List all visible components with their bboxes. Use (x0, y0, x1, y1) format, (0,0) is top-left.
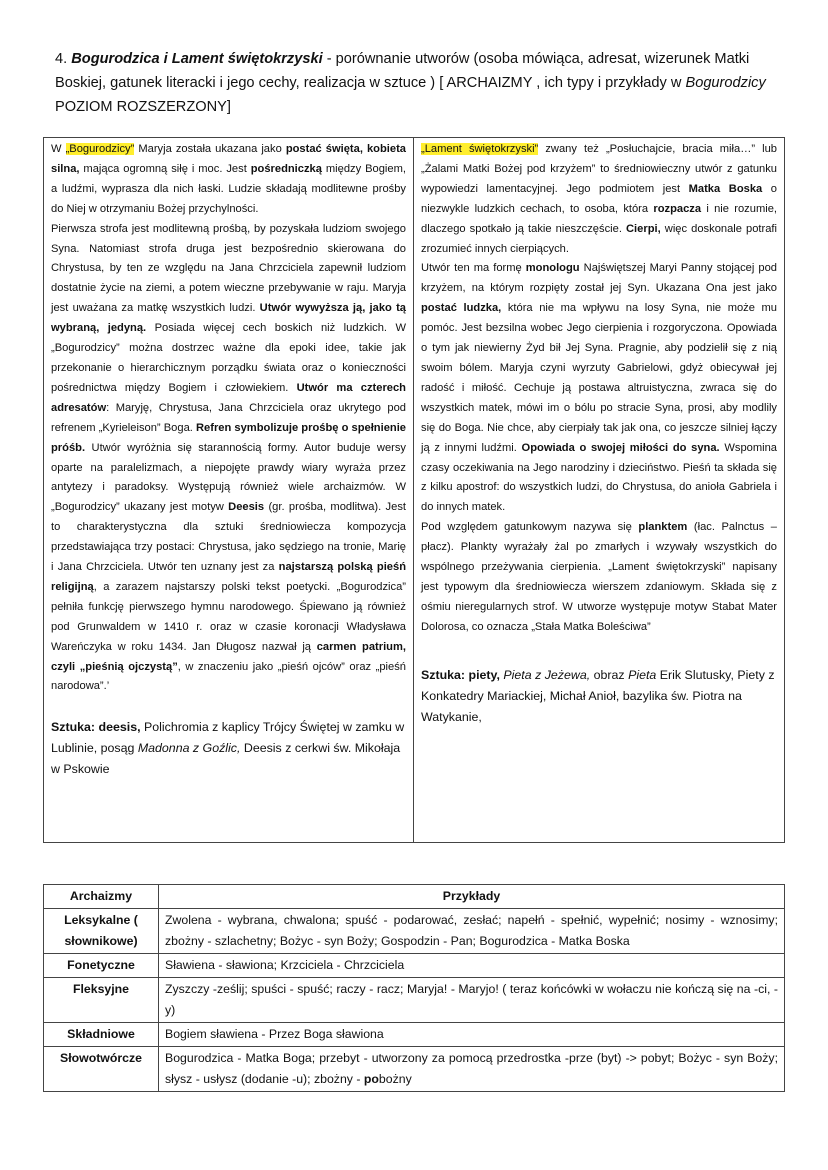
text: Utwór wyróżnia się starannością formy. Autor buduje wersy oparte na paralelizmach, a niepojęte prawdy wiary wyraża przez antytezy i paradoksy. Występują również wiele archaizmów. W „Bogurodzicy” ukazany jest motyw (51, 441, 406, 514)
archaism-type: Słowotwórcze (44, 1047, 159, 1092)
archaism-examples (159, 1047, 785, 1092)
archaism-type: Fleksyjne (44, 978, 159, 1023)
lament-highlight: „Lament świętokrzyski” (421, 143, 539, 155)
archaism-examples: Zyszczy -ześlij; spuści - spuść; raczy - racz; Maryja! - Maryjo! ( teraz końcówki w wołaczu nie kończą się na -ci, -y) (159, 978, 785, 1023)
italic-text: Pieta (628, 667, 657, 682)
heading-title: Bogurodzica i Lament świętokrzyski (71, 51, 323, 67)
text: Utwór ten ma formę (421, 262, 526, 275)
text: Bogurodzica - Matka Boga; przebyt - utworzony za pomocą przedrostka -prze (byt) -> pobyt; Bożyc - syn Boży; słysz - usłysz (dodanie -u); zbożny - (165, 1051, 778, 1086)
italic-text: Pieta z Jeżewa, (499, 667, 591, 682)
lament-column (414, 138, 784, 842)
text: obraz (590, 667, 629, 682)
comparison-table (43, 137, 785, 843)
heading-description: - porównanie utworów (osoba mówiąca, adresat, wizerunek Matki Boskiej, gatunek literacki i jego cechy, realizacja w sztuce ) [ ARCHAIZMY , ich typy i przykłady w (55, 51, 750, 91)
heading-number: 4. (55, 51, 68, 67)
bold-text: rozpacza (653, 202, 702, 215)
text: W (51, 143, 66, 155)
text: , w znaczeniu jako „pieśń ojców” oraz „pieśń narodowa”.’ (51, 660, 406, 693)
text: Pierwsza strofa jest modlitewną prośbą, by pozyskała ludziom swojego Syna. Natomiast strofa druga jest bezpośrednio skierowana do Chrystusa, by ten ze względu na Jana Chrzciciela zapewnił ludziom dostatnie życie na ziemi, a potem wieczne przebywanie w raju. Maryja jest uważana za matkę wszystkich ludzi. (51, 222, 406, 315)
bold-text: najstarszą polską pieśń religijną (51, 561, 407, 593)
text: (gr. prośba, modlitwa). Jest to charakterystyczna dla sztuki średniowiecza kompozycja przedstawiająca trzy postaci: Chrystusa, jako sędziego na tronie, Marię i Jana Chrzciciela. Utwór ten uznany jest za (51, 501, 406, 574)
bold-text: Deesis (228, 501, 265, 514)
text: Posiada więcej cech boskich niż ludzkich. W „Bogurodzicy” można dostrzec ważne dla epoki idee, takie jak przekonanie o hierarchicznym porządku świata oraz o konieczności pośrednictwa między Bogiem i człowiekiem. (51, 322, 407, 394)
bold-text: planktem (638, 521, 688, 534)
spacer (421, 638, 777, 665)
bogurodzica-column (44, 138, 414, 842)
text: o niezwykle ludzkich cechach, to osoba, która (421, 182, 777, 215)
text: między Bogiem, a ludźmi, wyprasza dla nich łaski. Ludzie składają modlitewne prośby do Niej w otrzymaniu Bożej przychylności. (51, 162, 406, 215)
bold-text: pośredniczką (250, 162, 322, 175)
bold-text: carmen patrium, czyli „pieśnią ojczystą” (51, 640, 406, 673)
text: Wspomina czasy oczekiwania na Jego narodziny i dzieciństwo. Pieśń ta składa się z kilku apostrof: do wszystkich ludzi, do Chrystusa, do anioła Gabriela i do innych matek. (421, 441, 777, 514)
bogurodzica-art-paragraph (51, 717, 406, 780)
header-archaisms: Archaizmy (44, 885, 159, 909)
archaism-examples: Zwolena - wybrana, chwalona; spuść - podarować, zesłać; napełń - spełnić, wypełnić; nosimy - wznosimy; zbożny - szlachetny; Bożyc - syn Boży; Gospodzin - Pan; Bogurodzica - Matka Boska (159, 909, 785, 954)
archaism-examples: Sławiena - sławiona; Krzciciela - Chrzciciela (159, 954, 785, 978)
text: mająca ogromną siłę i moc. Jest (79, 162, 251, 175)
bold-text: postać święta, kobieta silna, (51, 143, 406, 175)
bogurodzica-paragraph-1 (51, 140, 406, 220)
archaism-type: Składniowe (44, 1023, 159, 1047)
table-row (44, 1047, 785, 1092)
text: więc doskonale potrafi zrozumieć innych cierpiących. (421, 222, 778, 255)
text: (łac. Palnctus – płacz). Plankty wyrażały żal po zmarłych i wzywały wszystkich do wspólnego przeżywania cierpienia. „Lament świętokrzyski” napisany jest typowym dla średniowiecza wierszem zdaniowym. Składa się z ośmiu nieregularnych strof. W utworze występuje motyw Stabat Mater Dolorosa, co oznacza „Stała Matka Boleściwa” (421, 521, 777, 633)
lament-paragraph-1 (421, 140, 777, 259)
bold-text: Utwór wywyższa ją, jako tą wybraną, jedyną. (51, 302, 406, 335)
header-examples: Przykłady (159, 885, 785, 909)
archaism-type: Fonetyczne (44, 954, 159, 978)
archaism-examples: Bogiem sławiena - Przez Boga sławiona (159, 1023, 785, 1047)
text: Erik Slutusky, Piety z Konkatedry Mariackiej, Michał Anioł, bazylika św. Piotra na Watykanie, (421, 667, 775, 724)
heading-tail: POZIOM ROZSZERZONY] (55, 99, 231, 115)
bogurodzica-highlight: „Bogurodzicy” (65, 143, 135, 155)
italic-text: Madonna z Goźlic, (137, 741, 241, 756)
lament-art-paragraph (421, 665, 777, 728)
archaisms-table (43, 884, 785, 1092)
art-label: Sztuka: deesis, (51, 720, 141, 735)
text: Pod względem gatunkowym nazywa się (421, 521, 639, 534)
bold-text: Utwór ma czterech adresatów (51, 381, 406, 414)
table-row (44, 1023, 785, 1047)
art-label: Sztuka: piety, (421, 667, 500, 682)
text: , a zarazem najstarszy polski tekst poetycki. „Bogurodzica” pełniła funkcję pierwszego hymnu narodowego. Śpiewano ją również pod Grunwaldem w 1410 r. oraz w czasie koronacji Władysława Wareńczyka w roku 1434. Jan Długosz nazwał ją (51, 580, 406, 653)
text: bożny (378, 1072, 412, 1086)
table-row (44, 954, 785, 978)
document-heading (55, 47, 777, 119)
spacer (51, 697, 406, 717)
archaism-type: Leksykalne ( słownikowe) (44, 909, 159, 954)
text: Polichromia z kaplicy Trójcy Świętej w zamku w Lublinie, posąg (51, 720, 405, 756)
lament-paragraph-2 (421, 259, 777, 518)
bold-text: Refren symbolizuje prośbę o spełnienie próśb. (51, 421, 407, 454)
bold-text: monologu (525, 262, 580, 275)
text: Najświętszej Maryi Panny stojącej pod krzyżem, na którym rozpięty został jej Syn. Ukazana Ona jest jako (421, 262, 777, 295)
lament-paragraph-3 (421, 518, 777, 637)
text: Deesis z cerkwi św. Mikołaja w Pskowie (51, 741, 401, 777)
bogurodzica-paragraph-2 (51, 220, 406, 698)
text: : Maryję, Chrystusa, Jana Chrzciciela oraz ukrytego pod refrenem „Kyrieleison” Boga. (51, 401, 406, 434)
table-row (44, 909, 785, 954)
bold-text: postać ludzka, (421, 302, 502, 315)
table-header-row (44, 885, 785, 909)
text: która nie ma wpływu na losy Syna, nie może mu pomóc. Jest bezsilna wobec Jego cierpienia i rozgoryczona. Opowiada o tym jak niewierny Żyd bił Jej Syna. Pragnie, aby podzielił się z nią swoim bólem. Maryja czyni wyrzuty Gabrielowi, gdyż obiecywał jej radość i miłość. Cechuje ją postawa altruistyczna, zwraca się do wszystkich matek, mówi im o bólu po stracie Syna, prosi, aby modlily się do Boga. Nie chce, aby cierpiały tak jak ona, co jeszcze silniej łączy ją z innymi ludźmi. (421, 302, 777, 454)
bold-text: po (363, 1072, 379, 1086)
table-row (44, 978, 785, 1023)
text: i nie rozumie, dlaczego spotkało ją takie nieszczęście. (421, 202, 777, 235)
heading-italic-tail: Bogurodzicy (685, 75, 766, 91)
bold-text: Cierpi, (626, 222, 661, 235)
text: zwany też „Posłuchajcie, bracia miła…” lub „Żalami Matki Bożej pod krzyżem” to średniowieczny utwór z gatunku wypowiedzi lamentacyjnej. Jego podmiotem jest (421, 143, 777, 195)
bold-text: Opowiada o swojej miłości do syna. (521, 441, 720, 454)
text: Maryja została ukazana jako (134, 143, 286, 155)
bold-text: Matka Boska (688, 182, 763, 195)
